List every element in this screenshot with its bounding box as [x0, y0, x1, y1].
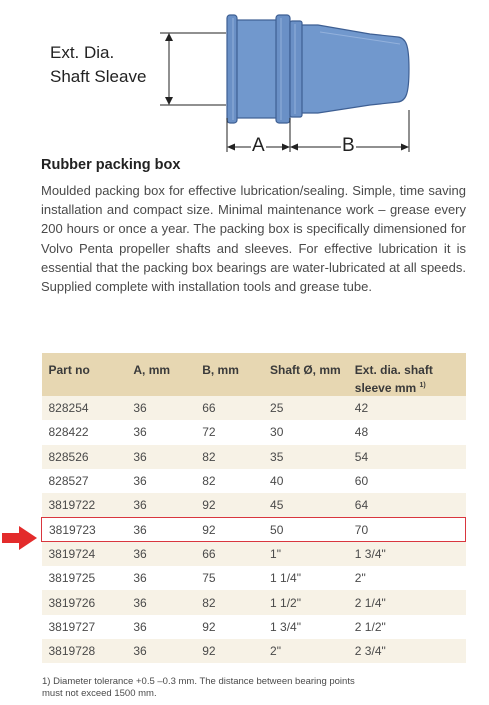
- dim-a-label: A: [252, 135, 265, 156]
- cell-ext-dia: 1 3/4": [348, 542, 466, 566]
- cell-part-no: 3819723: [42, 517, 127, 541]
- cell-part-no: 3819727: [42, 615, 127, 639]
- cell-b: 66: [195, 542, 263, 566]
- header-ext-dia-line1: Ext. dia. shaft: [354, 363, 433, 377]
- cell-shaft: 1 1/2": [263, 590, 348, 614]
- cell-shaft: 1": [263, 542, 348, 566]
- packing-box-part: [227, 15, 409, 123]
- cell-a: 36: [126, 566, 195, 590]
- cell-shaft: 2": [263, 639, 348, 663]
- cell-ext-dia: 48: [348, 420, 466, 444]
- header-a: A, mm: [126, 353, 195, 396]
- cell-b: 82: [195, 469, 263, 493]
- header-b: B, mm: [195, 353, 263, 396]
- ext-dia-label-line1: Ext. Dia.: [50, 43, 115, 62]
- cell-a: 36: [126, 469, 195, 493]
- cell-ext-dia: 2 1/2": [348, 615, 466, 639]
- cell-b: 66: [195, 396, 263, 420]
- cell-a: 36: [126, 615, 195, 639]
- cell-a: 36: [126, 542, 195, 566]
- ext-dia-label-line2: Shaft Sleave: [50, 67, 147, 86]
- cell-ext-dia: 42: [348, 396, 466, 420]
- cell-shaft: 30: [263, 420, 348, 444]
- cell-a: 36: [126, 639, 195, 663]
- table-row: [42, 396, 466, 420]
- ext-dia-dimension: [160, 33, 226, 105]
- cell-b: 82: [195, 590, 263, 614]
- cell-part-no: 3819724: [42, 542, 127, 566]
- cell-shaft: 35: [263, 445, 348, 469]
- cell-shaft: 1 3/4": [263, 615, 348, 639]
- cell-a: 36: [126, 396, 195, 420]
- table-row: [42, 566, 466, 590]
- cell-ext-dia: 2 3/4": [348, 639, 466, 663]
- cell-part-no: 828254: [42, 396, 127, 420]
- table-row: [42, 469, 466, 493]
- cell-b: 92: [195, 639, 263, 663]
- cell-shaft: 50: [263, 517, 348, 541]
- cell-b: 75: [195, 566, 263, 590]
- cell-ext-dia: 64: [348, 493, 466, 517]
- table-row: [42, 445, 466, 469]
- cell-ext-dia: 70: [348, 517, 466, 541]
- table-row: [42, 493, 466, 517]
- footnote: [42, 676, 452, 700]
- table-row: [42, 590, 466, 614]
- ext-dia-arrow-down: [165, 97, 173, 105]
- section-title: Rubber packing box: [41, 157, 181, 173]
- cell-shaft: 1 1/4": [263, 566, 348, 590]
- cell-part-no: 3819725: [42, 566, 127, 590]
- cell-shaft: 45: [263, 493, 348, 517]
- cell-b: 92: [195, 615, 263, 639]
- cell-a: 36: [126, 517, 195, 541]
- header-ext-dia: [348, 353, 466, 396]
- product-description: Moulded packing box for effective lubrication/sealing. Simple, time saving installation and compact size. Minimal maintenance work – grease every 200 hours or once a year. The packing box is specifically dimensioned for Volvo Penta propeller shafts and sleeves. For effective lubrication it is essential that the packing box bearings are water-lubricated at all speeds. Supplied complete with installation tools and grease tube.: [41, 183, 466, 295]
- right-flange: [276, 15, 290, 123]
- cell-b: 92: [195, 493, 263, 517]
- left-flange: [227, 15, 237, 123]
- cell-ext-dia: 2 1/4": [348, 590, 466, 614]
- header-part-no: Part no: [42, 353, 127, 396]
- cell-shaft: 40: [263, 469, 348, 493]
- cell-a: 36: [126, 590, 195, 614]
- cell-part-no: 3819722: [42, 493, 127, 517]
- cell-part-no: 828526: [42, 445, 127, 469]
- table-row: [42, 639, 466, 663]
- table-row-highlighted: [42, 517, 466, 541]
- footnote-line2: must not exceed 1500 mm.: [42, 688, 157, 699]
- cell-shaft: 25: [263, 396, 348, 420]
- cell-a: 36: [126, 420, 195, 444]
- header-ext-dia-line2: sleeve mm: [354, 381, 417, 395]
- table-row: [42, 615, 466, 639]
- cell-b: 82: [195, 445, 263, 469]
- cell-part-no: 828527: [42, 469, 127, 493]
- dim-b-label: B: [342, 135, 355, 156]
- table-header-row: [42, 353, 466, 396]
- table-row: [42, 542, 466, 566]
- tapered-sleeve: [300, 25, 409, 113]
- header-ext-dia-note: 1): [419, 382, 426, 389]
- spec-table: [41, 353, 466, 663]
- cell-ext-dia: 60: [348, 469, 466, 493]
- cell-ext-dia: 2": [348, 566, 466, 590]
- header-shaft: Shaft Ø, mm: [263, 353, 348, 396]
- neck-ring: [290, 21, 302, 117]
- cell-ext-dia: 54: [348, 445, 466, 469]
- cell-a: 36: [126, 445, 195, 469]
- table-row: [42, 420, 466, 444]
- right-arrow-icon: [2, 525, 38, 551]
- cell-a: 36: [126, 493, 195, 517]
- cell-part-no: 3819728: [42, 639, 127, 663]
- ext-dia-arrow-up: [165, 33, 173, 41]
- cell-b: 72: [195, 420, 263, 444]
- footnote-line1: 1) Diameter tolerance +0.5 –0.3 mm. The distance between bearing points: [42, 676, 355, 687]
- cell-b: 92: [195, 517, 263, 541]
- cell-part-no: 828422: [42, 420, 127, 444]
- cell-part-no: 3819726: [42, 590, 127, 614]
